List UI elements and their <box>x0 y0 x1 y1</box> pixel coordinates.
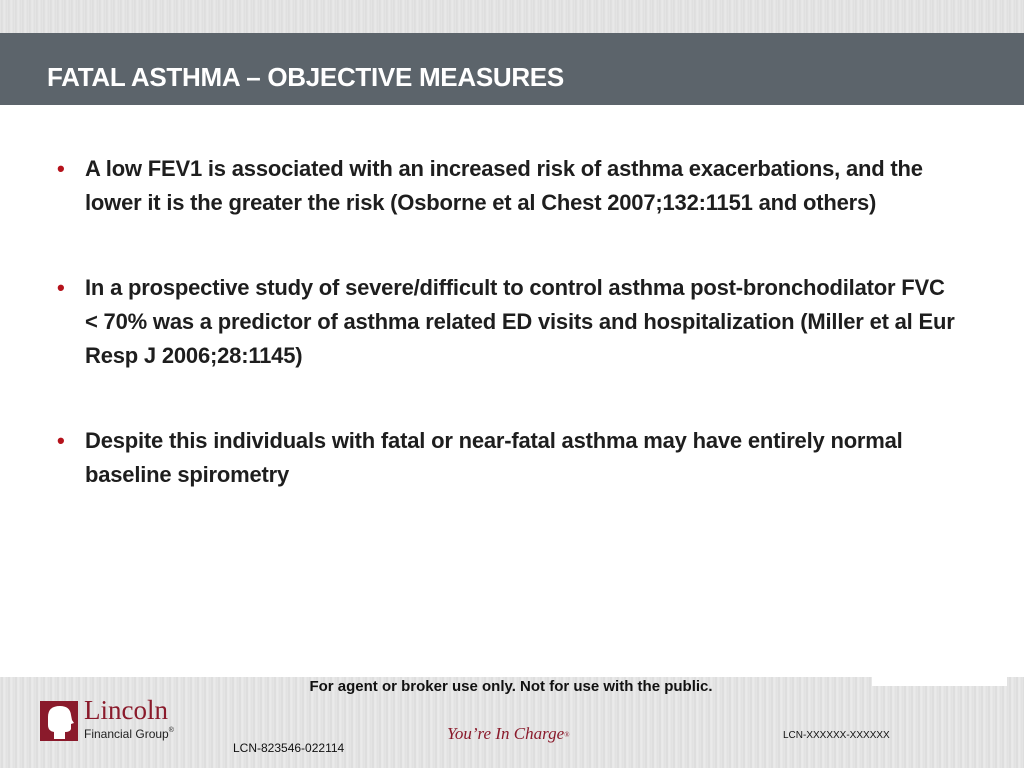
document-code-left: LCN-823546-022114 <box>233 741 345 755</box>
lincoln-profile-logo-icon <box>40 699 80 743</box>
lincoln-logo <box>40 695 190 747</box>
bullet-dot-icon: • <box>57 156 65 181</box>
bullet-item <box>57 424 962 492</box>
disclaimer-text: For agent or broker use only. Not for use with the public. <box>309 678 713 695</box>
slide-title: FATAL ASTHMA – OBJECTIVE MEASURES <box>47 62 564 92</box>
logo-subtitle: Financial Group® <box>84 727 174 741</box>
bullet-text: In a prospective study of severe/difficult to control asthma post-bronchodilator FVC < 70% was a predictor of asthma related ED visits and hospitalization (Miller et al Eur Resp J 2006;28:1145) <box>85 275 955 368</box>
top-texture-band <box>0 0 1024 33</box>
document-code-right: LCN-XXXXXX-XXXXXX <box>783 730 890 741</box>
bullet-text: A low FEV1 is associated with an increased risk of asthma exacerbations, and the lower it is the greater the risk (Osborne et al Chest 2007;132:1151 and others) <box>85 156 923 215</box>
bullet-text: Despite this individuals with fatal or near-fatal asthma may have entirely normal baseline spirometry <box>85 428 903 487</box>
footer-white-box <box>872 677 1007 686</box>
bullet-item <box>57 152 962 220</box>
bullet-dot-icon: • <box>57 428 65 453</box>
bullet-item <box>57 271 962 373</box>
bullet-list <box>57 152 962 543</box>
tagline: You’re In Charge® <box>447 724 570 743</box>
logo-name: Lincoln <box>84 695 168 725</box>
bullet-dot-icon: • <box>57 275 65 300</box>
